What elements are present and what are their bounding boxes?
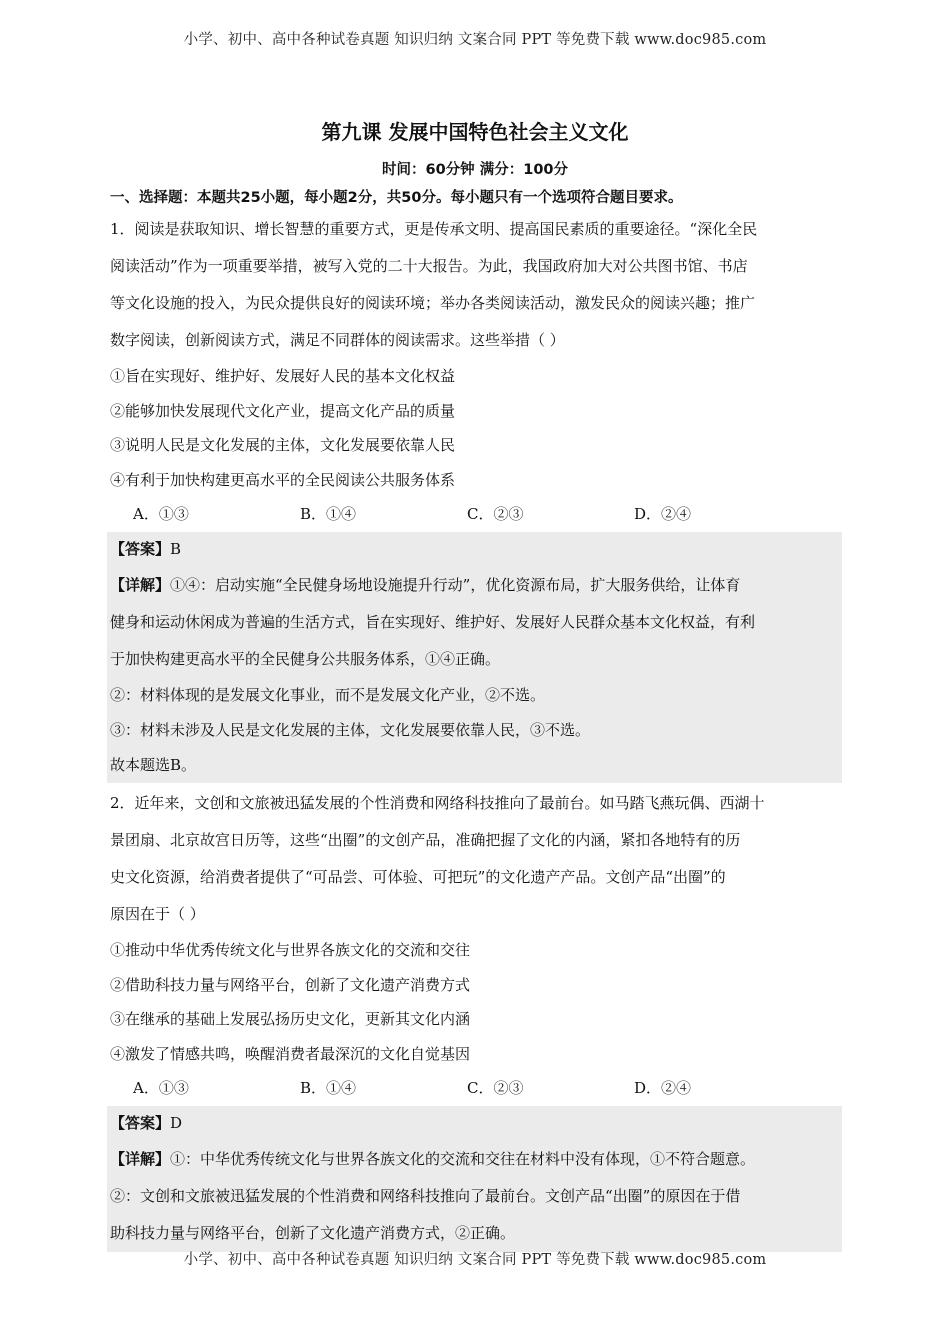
q1-stem-line: 阅读活动”作为一项重要举措，被写入党的二十大报告。为此，我国政府加大对公共图书馆、书店 [110, 257, 748, 275]
q1-solution [107, 532, 842, 783]
exam-info: 时间：60分钟 满分：100分 [382, 162, 568, 178]
q2-stem-line: 原因在于（ ） [110, 905, 205, 923]
q2-choice-a: A．①③ [133, 1079, 189, 1097]
q2-stem-line: 2．近年来，文创和文旅被迅猛发展的个性消费和网络科技推向了最前台。如马踏飞燕玩偶、西湖十 [110, 794, 765, 812]
q1-detail-line [110, 567, 842, 604]
q1-detail-line: ③：材料未涉及人民是文化发展的主体，文化发展要依靠人民，③不选。 [110, 721, 591, 739]
header-banner: 小学、初中、高中各种试卷真题 知识归纳 文案合同 PPT 等免费下载 www.doc985.com [183, 32, 767, 48]
q2-detail-line: ②：文创和文旅被迅猛发展的个性消费和网络科技推向了最前台。文创产品“出圈”的原因在于借 [110, 1187, 741, 1205]
detail-text: ①④：启动实施“全民健身场地设施提升行动”，优化资源布局，扩大服务供给，让体育 [170, 576, 741, 594]
q1-statement: ①旨在实现好、维护好、发展好人民的基本文化权益 [110, 367, 456, 385]
q2-choice-b: B．①④ [300, 1079, 357, 1097]
q1-statement: ④有利于加快构建更高水平的全民阅读公共服务体系 [110, 470, 456, 489]
answer-label: 【答案】 [110, 1114, 171, 1132]
q1-choice-c: C．②③ [467, 505, 524, 523]
q2-choice-c: C．②③ [467, 1079, 524, 1097]
detail-text: ①：中华优秀传统文化与世界各族文化的交流和交往在材料中没有体现，①不符合题意。 [170, 1150, 756, 1168]
q2-statement: ④激发了情感共鸣，唤醒消费者最深沉的文化自觉基因 [110, 1044, 471, 1063]
answer-label: 【答案】 [110, 540, 171, 558]
page-title: 第九课 发展中国特色社会主义文化 [321, 120, 629, 144]
q1-choices [110, 497, 842, 532]
question-2 [110, 785, 842, 1252]
q1-detail-line: ②：材料体现的是发展文化事业，而不是发展文化产业，②不选。 [110, 686, 546, 704]
q1-statement: ③说明人民是文化发展的主体，文化发展要依靠人民 [110, 436, 456, 454]
q1-choice-a: A．①③ [133, 505, 189, 523]
q2-detail-line: 助科技力量与网络平台，创新了文化遗产消费方式，②正确。 [110, 1224, 516, 1242]
section-heading: 一、选择题：本题共25小题，每小题2分，共50分。每小题只有一个选项符合题目要求。 [110, 190, 683, 206]
q1-detail-line: 健身和运动休闲成为普遍的生活方式，旨在实现好、维护好、发展好人民群众基本文化权益，有利 [110, 613, 756, 631]
q1-choice-b: B．①④ [300, 505, 357, 523]
q2-stem-line: 景团扇、北京故宫日历等，这些“出圈”的文创产品，准确把握了文化的内涵，紧扣各地特有的历 [110, 831, 741, 849]
q1-detail-line: 于加快构建更高水平的全民健身公共服务体系，①④正确。 [110, 650, 501, 668]
q2-choices [110, 1071, 842, 1106]
detail-label: 【详解】 [110, 1150, 171, 1168]
q1-statement: ②能够加快发展现代文化产业，提高文化产品的质量 [110, 401, 456, 420]
q2-solution [107, 1106, 842, 1252]
q2-choice-d: D．②④ [634, 1079, 692, 1097]
detail-label: 【详解】 [110, 576, 171, 594]
answer-value: B [170, 540, 182, 558]
q1-answer [110, 532, 842, 567]
q1-stem-line: 数字阅读，创新阅读方式，满足不同群体的阅读需求。这些举措（ ） [110, 331, 565, 349]
q2-statement: ③在继承的基础上发展弘扬历史文化，更新其文化内涵 [110, 1010, 471, 1028]
answer-value: D [170, 1114, 183, 1132]
q2-answer [110, 1106, 842, 1141]
q2-stem-line: 史文化资源，给消费者提供了“可品尝、可体验、可把玩”的文化遗产产品。文创产品“出圈”的 [110, 868, 726, 886]
q1-choice-d: D．②④ [634, 505, 692, 523]
q1-stem-line: 等文化设施的投入，为民众提供良好的阅读环境；举办各类阅读活动，激发民众的阅读兴趣；推广 [110, 294, 756, 312]
q1-detail-line: 故本题选B。 [110, 756, 197, 774]
q2-statement: ②借助科技力量与网络平台，创新了文化遗产消费方式 [110, 975, 471, 994]
q1-stem-line: 1．阅读是获取知识、增长智慧的重要方式，更是传承文明、提高国民素质的重要途径。“深化全民 [110, 220, 758, 238]
footer-banner: 小学、初中、高中各种试卷真题 知识归纳 文案合同 PPT 等免费下载 www.doc985.com [183, 1252, 767, 1268]
q2-detail-line [110, 1141, 842, 1178]
q2-statement: ①推动中华优秀传统文化与世界各族文化的交流和交往 [110, 941, 471, 959]
document-body [110, 186, 842, 1252]
question-1 [110, 211, 842, 783]
